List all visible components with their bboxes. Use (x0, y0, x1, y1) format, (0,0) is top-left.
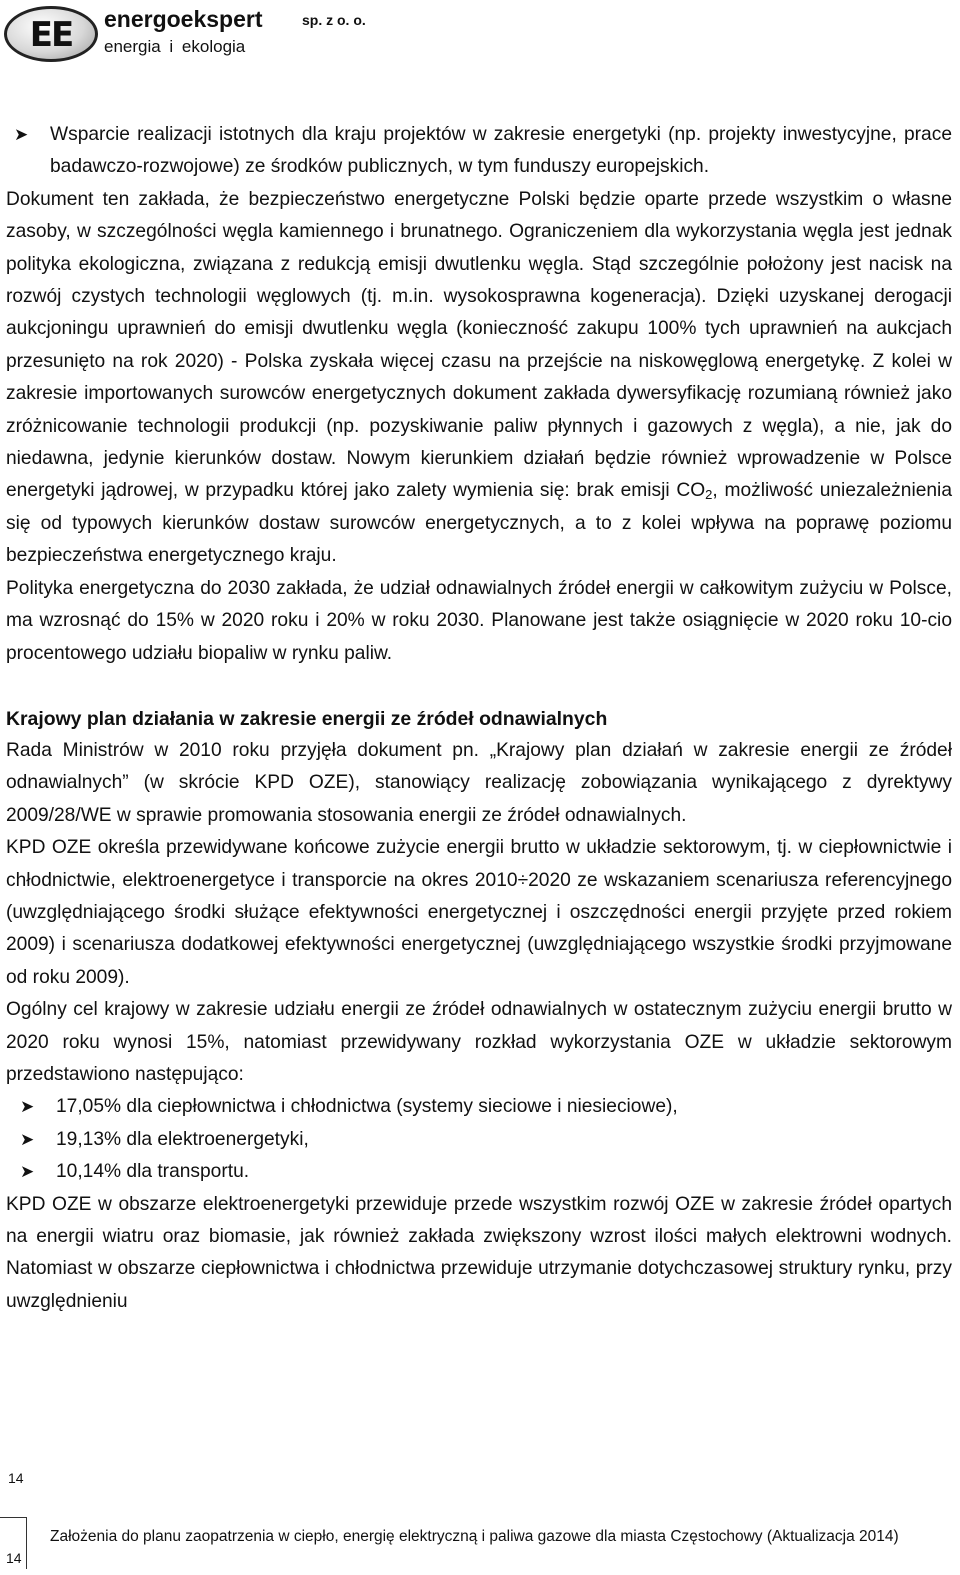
footer-divider (0, 1517, 26, 1518)
footer-title: Założenia do planu zaopatrzenia w ciepło, energię elektryczną i paliwa gazowe dla miasta Częstochowy (Aktualizacja 2014) (50, 1528, 899, 1545)
list-item-text: 19,13% dla elektroenergetyki, (56, 1128, 309, 1150)
list-item (0, 119, 952, 184)
paragraph: KPD OZE w obszarze elektroenergetyki przewiduje przede wszystkim rozwój OZE w zakresie źródeł opartych na energii wiatru oraz biomasie, jak również zakłada zwiększony wzrost ilości małych elektrowni wodnych. Natomiast w obszarze ciepłownictwa i chłodnictwa przewiduje utrzymanie dotychczasowej struktury rynku, przy uwzględnieniu (6, 1193, 952, 1312)
section-heading: Krajowy plan działania w zakresie energii ze źródeł odnawialnych (6, 707, 608, 730)
paragraph: Rada Ministrów w 2010 roku przyjęła dokument pn. „Krajowy plan działań w zakresie energii ze źródeł odnawialnych” (w skrócie KPD OZE), stanowiący realizację zobowiązania wynikającego z dyrektywy 2009/28/WE w sprawie promowania stosowania energii ze źródeł odnawialnych. (6, 739, 952, 826)
paragraph-text: , możliwość uniezależnienia się od typowych kierunków dostaw surowców energetycznych, a to z kolei wpływa na poprawę poziomu bezpieczeństwa energetycznego kraju. (6, 480, 952, 567)
list-item-text: 17,05% dla ciepłownictwa i chłodnictwa (systemy sieciowe i niesieciowe), (56, 1096, 678, 1118)
list-item (6, 1091, 952, 1123)
list-item-text: 10,14% dla transportu. (56, 1161, 250, 1183)
list-item (6, 1124, 952, 1156)
arrow-bullet-icon: ➤ (20, 1129, 35, 1149)
paragraph-text: Dokument ten zakłada, że bezpieczeństwo energetyczne Polski będzie oparte przede wszystkim o własne zasoby, w szczególności węgla kamiennego i brunatnego. Ograniczeniem dla wykorzystania węgla jest jednak polityka ekologiczna, związana z redukcją emisji dwutlenku węgla. Stąd szczególnie położony jest nacisk na rozwój czystych technologii węglowych (tj. m.in. wysokosprawna kogeneracja). Dzięki uzyskanej derogacji aukcjoningu uprawnień do emisji dwutlenku węgla (konieczność zakupu 100% tych uprawnień na aukcjach przesunięto na rok 2020) - Polska zyskała więcej czasu na przejście na niskowęglową energetykę. Z kolei w zakresie importowanych surowców energetycznych dokument zakłada dywersyfikację rozumianą również jako zróżnicowanie technologii produkcji (np. pozyskiwanie paliw płynnych i gazowych z węgla), a nie, jak do niedawna, jedynie kierunków dostaw. Nowym kierunkiem działań będzie również wprowadzenie w Polsce energetyki jądrowej, w przypadku której jako zalety wymienia się: brak emisji CO (6, 188, 952, 502)
document-header (0, 0, 960, 72)
company-logo (4, 6, 98, 62)
page-number: 14 (8, 1470, 24, 1486)
list-item (6, 1156, 952, 1188)
footer-divider-vertical (26, 1517, 27, 1569)
subscript: 2 (705, 487, 713, 503)
list-item-text: Wsparcie realizacji istotnych dla kraju projektów w zakresie energetyki (np. projekty inwestycyjne, prace badawczo-rozwojowe) ze środków publicznych, w tym funduszy europejskich. (50, 124, 952, 178)
document-body (6, 119, 952, 1318)
paragraph: Ogólny cel krajowy w zakresie udziału energii ze źródeł odnawialnych w ostatecznym zużyciu energii brutto w 2020 roku wynosi 15%, natomiast przewidywany rozkład wykorzystania OZE w układzie sektorowym przedstawiono następująco: (6, 999, 952, 1085)
brand-company-form: sp. z o. o. (302, 12, 366, 28)
page-number-footer: 14 (6, 1550, 22, 1566)
arrow-bullet-icon: ➤ (14, 125, 29, 144)
arrow-bullet-icon: ➤ (20, 1097, 35, 1117)
brand-name: energoekspert (104, 6, 263, 32)
paragraph (6, 184, 952, 573)
paragraph: Polityka energetyczna do 2030 zakłada, że udział odnawialnych źródeł energii w całkowitym zużyciu w Polsce, ma wzrosnąć do 15% w 2020 roku i 20% w roku 2030. Planowane jest także osiągnięcie w 2020 roku 10-cio procentowego udziału biopaliw w rynku paliw. (6, 577, 952, 664)
arrow-bullet-icon: ➤ (20, 1162, 35, 1182)
brand-tagline: energia i ekologia (104, 37, 246, 56)
paragraph: KPD OZE określa przewidywane końcowe zużycie energii brutto w układzie sektorowym, tj. w ciepłownictwie i chłodnictwie, elektroenergetyce i transporcie na okres 2010÷2020 ze wskazaniem scenariusza referencyjnego (uwzględniającego środki służące efektywności energetycznej i oszczędności energii przyjęte przed rokiem 2009) i scenariusza dodatkowej efektywności energetycznej (uwzględniającego wszystkie środki przyjmowane od roku 2009). (6, 837, 952, 988)
logo-mark: EE (29, 15, 73, 55)
